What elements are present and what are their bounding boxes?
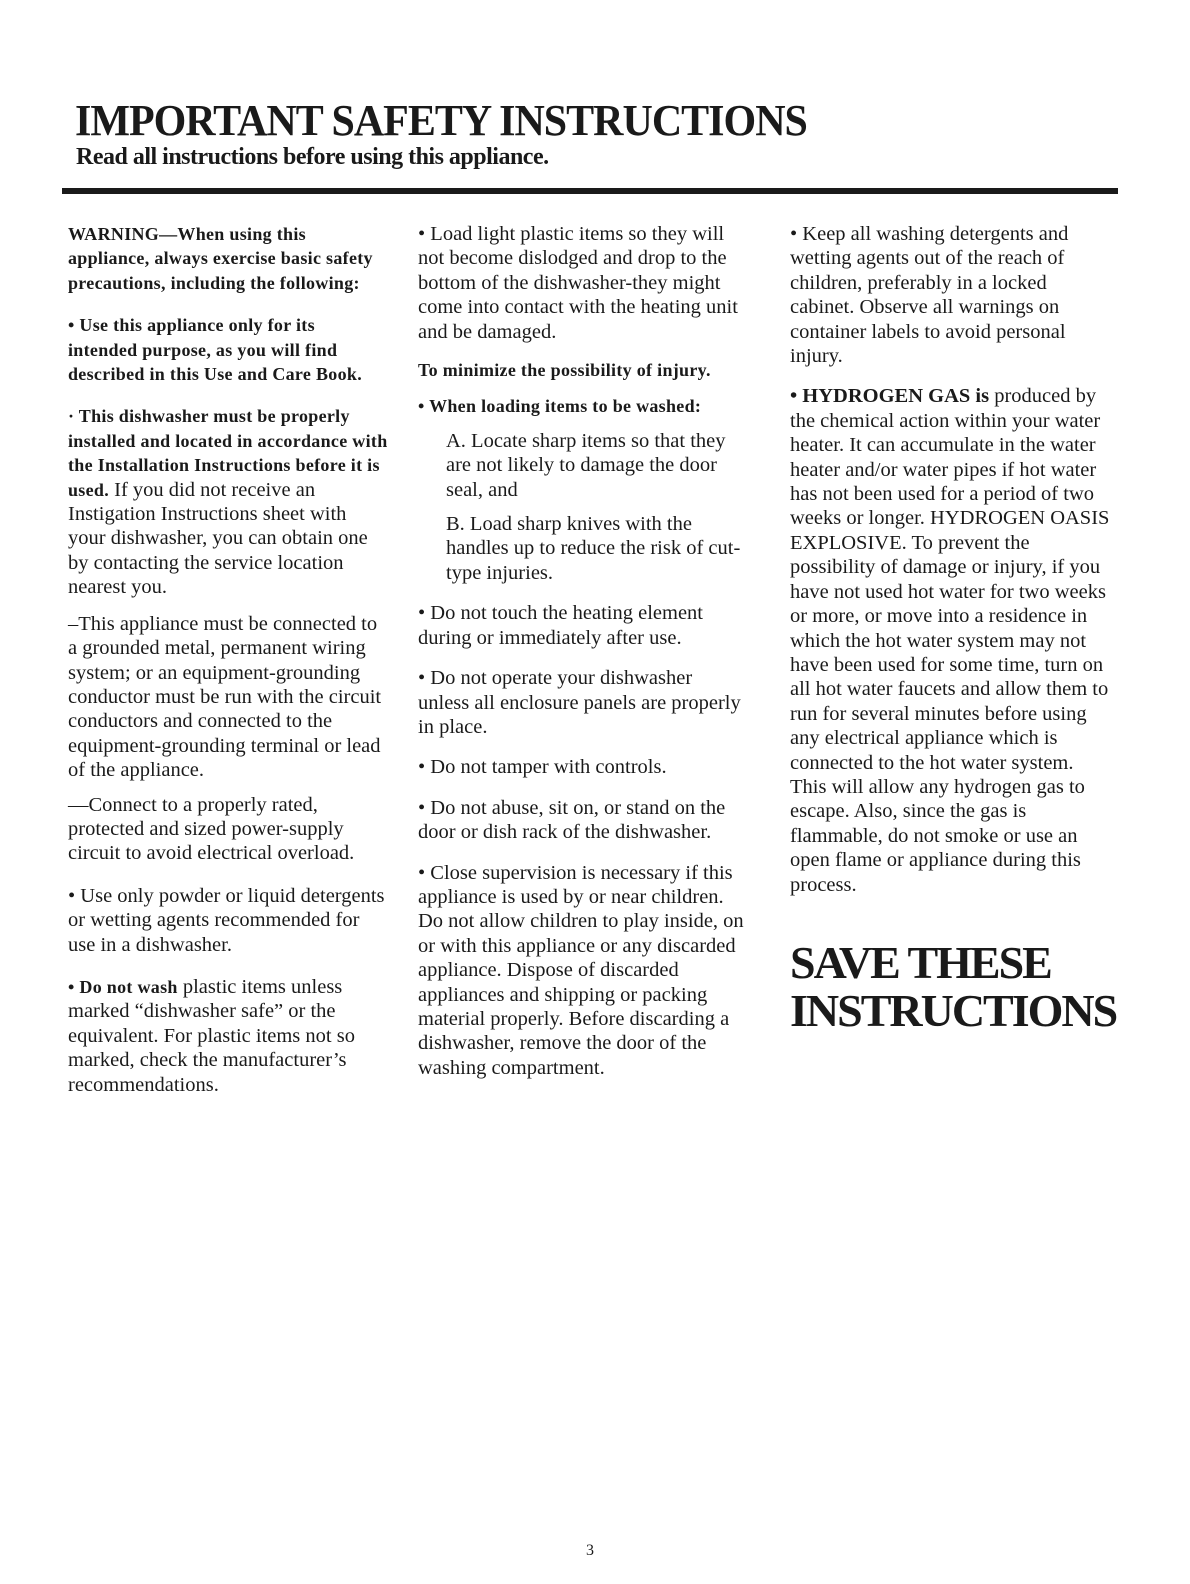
- column-3: [790, 222, 1117, 1036]
- supervision-paragraph: • Close supervision is necessary if this appliance is used by or near children. Do not allow children to play inside, on or with this appliance or any discarded appliance. Dispose of discarded appliances and shipping or packing material properly. Before discarding a dishwasher, remove the door of the washing compartment.: [418, 861, 744, 1079]
- installed-lead: · This dishwasher must be properly installed and located in accordance with the Installation Instructions before it is used.: [68, 406, 388, 500]
- keep-paragraph: • Keep all washing detergents and wetting agents out of the reach of children, preferably in a locked cabinet. Observe all warnings on container labels to avoid personal injury.: [790, 223, 1069, 368]
- minimize-heading: To minimize the possibility of injury.: [418, 360, 711, 381]
- plastic-lead: • Do not wash: [68, 976, 178, 997]
- loading-heading: • When loading items to be washed:: [418, 396, 702, 417]
- hydrogen-rest: produced by the chemical action within your water heater. It can accumulate in the water heater and/or water pipes if hot water has not been used for a period of two weeks or longer. HYDROGEN OASIS EXPLOSIVE. To prevent the possibility of damage or injury, if you have not used hot water for two weeks or more, or move into a residence in which the hot water system may not have been used for some time, turn on all hot water faucets and allow them to run for several minutes before using any electrical appliance which is connected to the hot water system. This will allow any hydrogen gas to escape. Also, since the gas is flammable, do not smoke or use an open flame or appliance during this process.: [790, 385, 1110, 896]
- operate-paragraph: • Do not operate your dishwasher unless all enclosure panels are properly in place.: [418, 667, 741, 738]
- hydrogen-paragraph: [790, 384, 1110, 897]
- column-1: [68, 222, 388, 1107]
- item-a: A. Locate sharp items so that they are not likely to damage the door seal, and: [446, 429, 726, 501]
- header-rule: [62, 188, 1118, 194]
- installed-paragraph: [68, 404, 388, 599]
- save-instructions-heading: SAVE THESE INSTRUCTIONS: [790, 936, 1117, 1036]
- tamper-paragraph: • Do not tamper with controls.: [418, 756, 667, 779]
- page-title: IMPORTANT SAFETY INSTRUCTIONS: [75, 97, 807, 146]
- item-b: B. Load sharp knives with the handles up to reduce the risk of cut-type injuries.: [446, 513, 741, 584]
- plastic-paragraph: [68, 975, 388, 1097]
- heating-paragraph: • Do not touch the heating element during or immediately after use.: [418, 602, 703, 649]
- page-subtitle: Read all instructions before using this appliance.: [76, 144, 549, 170]
- installed-rest: If you did not receive an Instigation Instructions sheet with your dishwasher, you can obtain one by contacting the service location nearest you.: [68, 478, 368, 599]
- connect-paragraph: —Connect to a properly rated, protected and sized power-supply circuit to avoid electrical overload.: [68, 793, 355, 865]
- warning-paragraph: WARNING—When using this appliance, always exercise basic safety precautions, including the following:: [68, 224, 373, 293]
- hydrogen-lead: • HYDROGEN GAS is: [790, 385, 990, 408]
- plastic-rest: plastic items unless marked “dishwasher safe” or the equivalent. For plastic items not so marked, check the manufacturer’s recommendations.: [68, 975, 355, 1096]
- detergents-paragraph: • Use only powder or liquid detergents or wetting agents recommended for use in a dishwasher.: [68, 884, 385, 956]
- grounded-paragraph: –This appliance must be connected to a grounded metal, permanent wiring system; or an equipment-grounding conductor must be run with the circuit conductors and connected to the equipment-grounding terminal or lead of the appliance.: [68, 612, 382, 782]
- page-number: 3: [586, 1542, 594, 1559]
- use-only-paragraph: • Use this appliance only for its intended purpose, as you will find described in this Use and Care Book.: [68, 315, 363, 385]
- light-plastic-paragraph: • Load light plastic items so they will not become dislodged and drop to the bottom of the dishwasher-they might come into contact with the heating unit and be damaged.: [418, 223, 738, 343]
- column-2: [418, 222, 748, 1090]
- abuse-paragraph: • Do not abuse, sit on, or stand on the door or dish rack of the dishwasher.: [418, 796, 726, 844]
